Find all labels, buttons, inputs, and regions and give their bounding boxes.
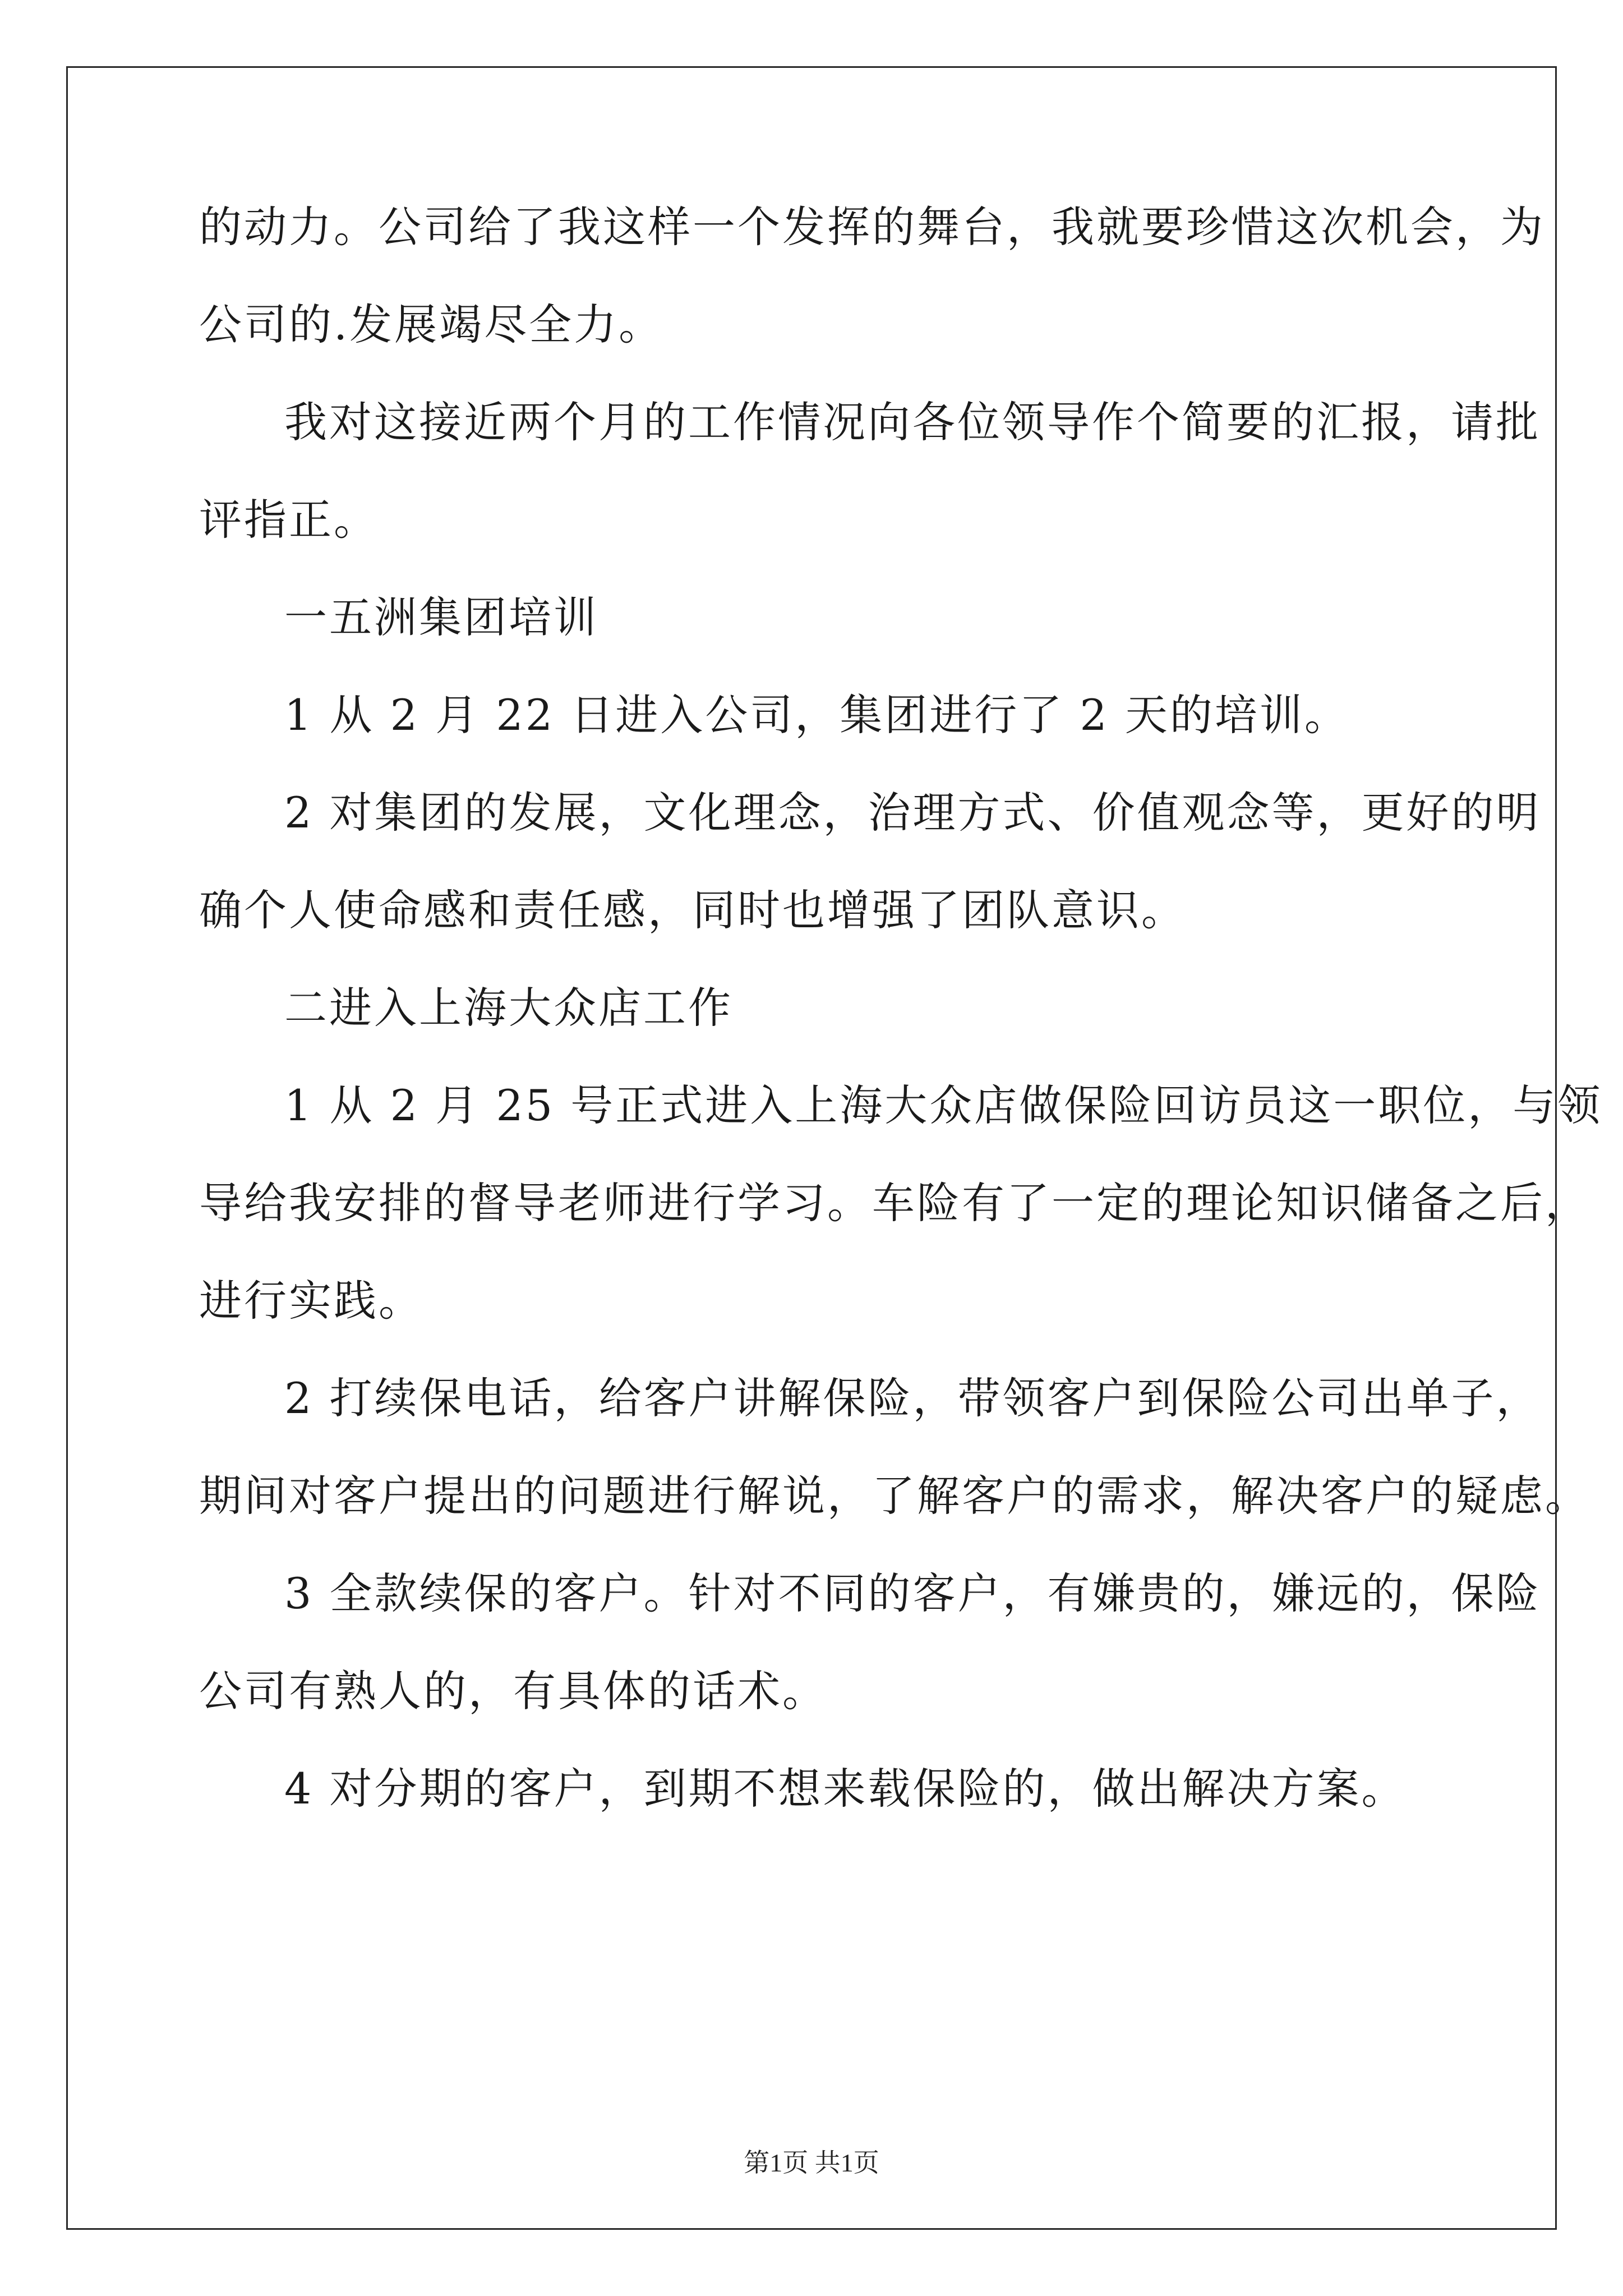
text-line: 评指正。 <box>199 495 379 545</box>
text-line: 进行实践。 <box>199 1276 423 1326</box>
section-heading: 二进入上海大众店工作 <box>284 983 733 1033</box>
section-heading: 一五洲集团培训 <box>284 592 598 642</box>
text-line: 确个人使命感和责任感，同时也增强了团队意识。 <box>199 885 1186 935</box>
text-line: 2 打续保电话，给客户讲解保险，带领客户到保险公司出单子， <box>284 1373 1541 1423</box>
text-line: 2 对集团的发展，文化理念，治理方式、价值观念等，更好的明 <box>284 788 1541 838</box>
text-line: 1 从 2 月 22 日进入公司，集团进行了 2 天的培训。 <box>284 690 1349 740</box>
text-line: 1 从 2 月 25 号正式进入上海大众店做保险回访员这一职位，与领 <box>284 1080 1603 1130</box>
text-line: 4 对分期的客户，到期不想来载保险的，做出解决方案。 <box>284 1764 1407 1814</box>
text-line: 我对这接近两个月的工作情况向各位领导作个简要的汇报，请批 <box>284 397 1541 447</box>
text-line: 公司有熟人的，有具体的话术。 <box>199 1666 827 1716</box>
text-line: 3 全款续保的客户。针对不同的客户，有嫌贵的，嫌远的，保险 <box>284 1568 1541 1618</box>
text-line: 期间对客户提出的问题进行解说，了解客户的需求，解决客户的疑虑。 <box>199 1471 1590 1521</box>
document-body <box>199 199 1603 1817</box>
text-line: 的动力。公司给了我这样一个发挥的舞台，我就要珍惜这次机会，为 <box>199 202 1545 252</box>
page-footer: 第1页 共1页 <box>744 2148 879 2177</box>
text-line: 公司的.发展竭尽全力。 <box>199 300 664 349</box>
text-line: 导给我安排的督导老师进行学习。车险有了一定的理论知识储备之后， <box>199 1178 1590 1228</box>
